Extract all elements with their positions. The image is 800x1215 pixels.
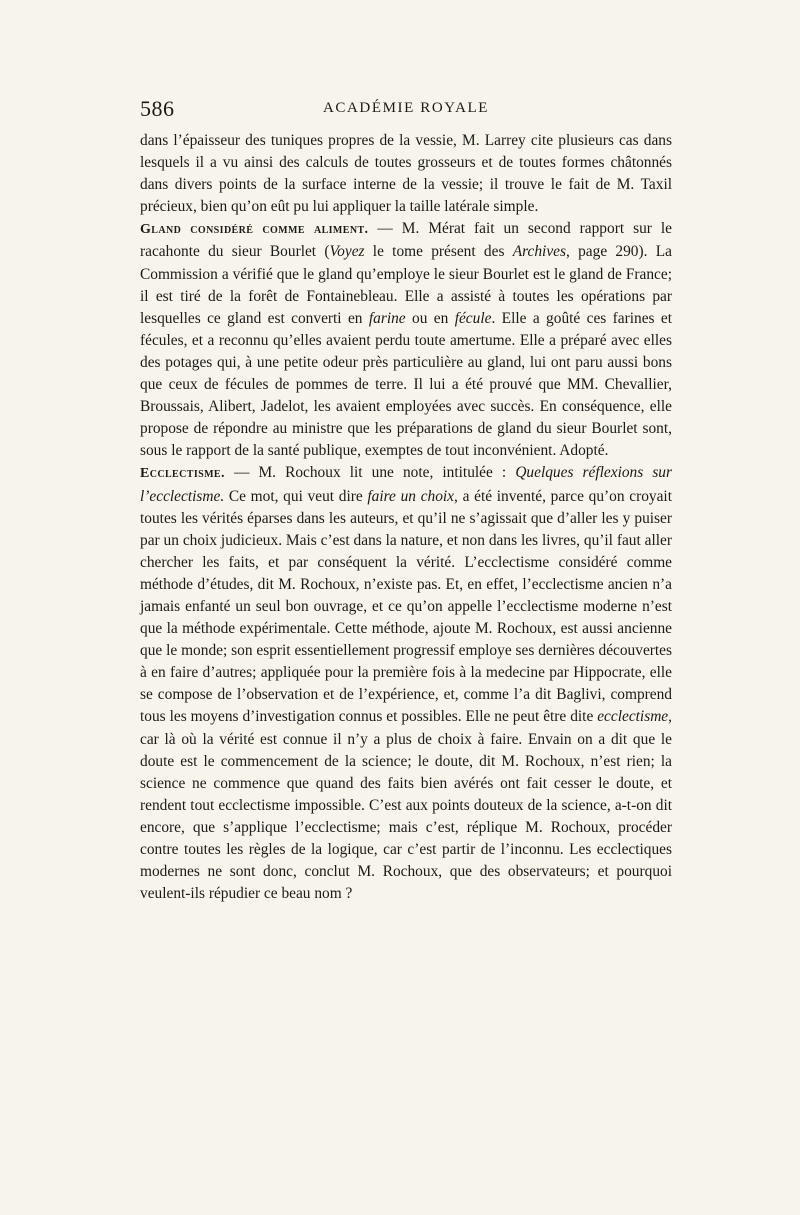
text-run: le tome présent des (364, 243, 513, 261)
page-number: 586 (140, 96, 175, 121)
section-heading: Gland considéré comme aliment. (140, 222, 369, 238)
paragraph-gland (140, 218, 672, 462)
section-heading: Ecclectisme. (140, 466, 225, 482)
running-title: ACADÉMIE ROYALE (322, 100, 490, 116)
paragraph-larrey (140, 130, 672, 218)
italic-text: Voyez (329, 243, 365, 261)
body-text (140, 130, 672, 905)
text-run: dans l’épaisseur des tuniques propres de la vessie, M. Larrey cite plusieurs cas dans lesquels il a vu ainsi des calculs de toutes grosseurs et de toutes formes châtonnés dans divers points de la surface interne de la vessie; il trouve le fait de M. Taxil précieux, bien qu’on eût pu lui appliquer la taille latérale simple. (140, 132, 672, 216)
text-run: — M. Rochoux lit une note, intitulée : (224, 464, 516, 482)
italic-text: farine (368, 309, 406, 327)
text-run: , page 290). La Commission a vérifié que le gland qu’employe le sieur Bourlet est le gland de France; il est tiré de la forêt de Fontainebleau. Elle a assisté à toutes les opérations par lesquelles ce gland est converti en (140, 243, 672, 327)
italic-text: Archives (512, 243, 566, 261)
text-run: Ce mot, qui veut dire (224, 487, 368, 505)
italic-text: fécule (454, 309, 492, 327)
italic-text: Quelques réflexions sur l’ecclectisme. (140, 464, 672, 505)
text-run: — M. Mérat fait un second rapport sur le racahonte du sieur Bourlet ( (140, 220, 672, 261)
italic-text: faire un choix (367, 487, 455, 505)
italic-text: ecclectisme (597, 708, 669, 726)
page-header (140, 96, 672, 120)
text-run: , car là où la vérité est connue il n’y a plus de choix à faire. Envain on a dit que le doute est le commencement de la science; le doute, dit M. Rochoux, n’est rien; la science ne commence que quand des faits bien avérés ont fait cesser le doute, et rendent tout ecclectisme impossible. C’est aux points douteux de la science, a-t-on dit encore, que s’applique l’ecclectisme; mais c’est, réplique M. Rochoux, procéder contre toutes les règles de la logique, car c’est partir de l’inconnu. Les ecclectiques modernes ne sont donc, conclut M. Rochoux, que des observateurs; et pourquoi veulent-ils répudier ce beau nom ? (140, 708, 672, 903)
text-run: . Elle a goûté ces farines et fécules, et a reconnu qu’elles avaient perdu toute amertume. Elle a préparé avec elles des potages qui, à une petite odeur près particulière au gland, lui ont paru aussi bons que ceux de fécules de pommes de terre. Il lui a été prouvé que MM. Chevallier, Broussais, Alibert, Jadelot, les avaient employées avec succès. En conséquence, elle propose de répondre au ministre que les préparations de gland du sieur Bourlet sont, sous le rapport de la santé publique, exemptes de tout inconvénient. Adopté. (140, 309, 673, 460)
text-run: , a été inventé, parce qu’on croyait toutes les vérités éparses dans les auteurs, et qu’il ne s’agissait que d’aller les y puiser par un choix judicieux. Mais c’est dans la nature, et non dans les livres, qu’il faut aller chercher les faits, et par conséquent la vérité. L’ecclectisme considéré comme méthode d’études, dit M. Rochoux, n’existe pas. Et, en effet, l’ecclectisme ancien n’a jamais enfanté un seul bon ouvrage, et ce qu’on appelle l’ecclectisme moderne n’est que la méthode expérimentale. Cette méthode, ajoute M. Rochoux, est aussi ancienne que le monde; son esprit essentiellement progressif employe ses dernières découvertes à en faire d’autres; appliquée pour la première fois à la medecine par Hippocrate, elle se compose de l’observation et de l’expérience, et, comme l’a dit Baglivi, comprend tous les moyens d’investigation connus et possibles. Elle ne peut être dite (140, 487, 672, 726)
paragraph-ecclectisme (140, 462, 672, 905)
text-run: ou en (405, 309, 455, 327)
